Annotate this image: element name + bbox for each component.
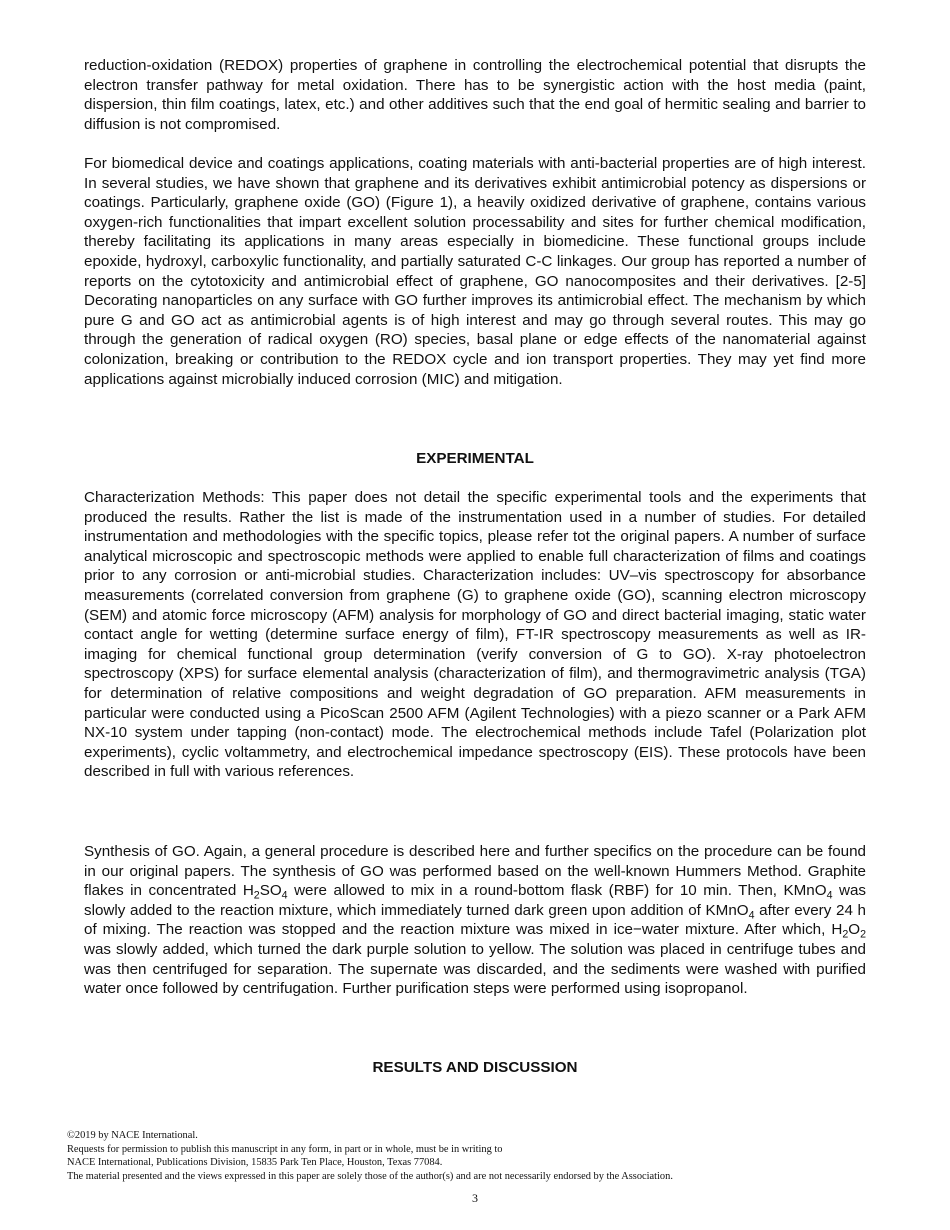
heading-experimental: EXPERIMENTAL xyxy=(416,450,534,467)
synthesis-text: was slowly added to the reaction mixture, which immediately turned dark green upon addition of KMnO xyxy=(84,882,866,919)
synthesis-text: was slowly added, which turned the dark purple solution to yellow. The solution was placed in centrifuge tubes and was then centrifuged for separation. The supernate was discarded, and the sediments were washed with purified water once followed by centrifugation. Further purification steps were performed using isopropanol. xyxy=(84,940,866,998)
footer-copyright: ©2019 by NACE International. xyxy=(67,1130,198,1141)
heading-results-discussion: RESULTS AND DISCUSSION xyxy=(372,1059,578,1076)
synthesis-text: were allowed to mix in a round-bottom flask (RBF) for 10 min. Then, KMnO xyxy=(287,882,827,900)
synthesis-text: O xyxy=(848,921,861,939)
paragraph-synthesis xyxy=(84,842,866,999)
subscript: 4 xyxy=(748,909,755,922)
footer-address: NACE International, Publications Division, 15835 Park Ten Place, Houston, Texas 77084. xyxy=(67,1157,443,1169)
footer-permission: Requests for permission to publish this manuscript in any form, in part or in whole, must be in writing to xyxy=(67,1143,503,1155)
subscript: 4 xyxy=(826,889,833,902)
copyright-footer xyxy=(67,1129,887,1183)
subscript: 2 xyxy=(253,889,260,902)
subscript: 2 xyxy=(860,929,866,942)
paragraph-biomedical: For biomedical device and coatings applications, coating materials with anti-bacterial properties are of high interest. In several studies, we have shown that graphene and its derivatives exhibit antimicrobial potency as dispersions or coatings. Particularly, graphene oxide (GO) (Figure 1), a heavily oxidized derivative of graphene, contains various oxygen-rich functionalities that impart excellent solution processability and sites for further chemical modification, thereby facilitating its applications in many areas especially in biomedicine. These functional groups include epoxide, hydroxyl, carboxylic functionality, and partially saturated C-C linkages. Our group has reported a number of reports on the cytotoxicity and antimicrobial effect of graphene, GO nanocomposites and their derivatives. [2-5] Decorating nanoparticles on any surface with GO further improves its antimicrobial effect. The mechanism by which pure G and GO act as antimicrobial agents is of high interest and may go through several routes. This may go through the generation of radical oxygen (RO) species, basal plane or edge effects of the nanomaterial against colonization, breaking or contribution to the REDOX cycle and ion transport properties. They may yet find more applications against microbially induced corrosion (MIC) and mitigation. xyxy=(84,155,866,388)
subscript: 2 xyxy=(842,929,849,942)
subscript: 4 xyxy=(281,889,288,902)
synthesis-text: after every 24 h of mixing. The reaction was stopped and the reaction mixture was mixed in ice−water mixture. After which, H xyxy=(84,901,866,939)
synthesis-text: SO xyxy=(259,882,282,900)
paragraph-redox: reduction-oxidation (REDOX) properties of graphene in controlling the electrochemical potential that disrupts the electron transfer pathway for metal oxidation. There has to be synergistic action with the host media (paint, dispersion, thin film coatings, latex, etc.) and other additives such that the end goal of hermitic sealing and barrier to diffusion is not compromised. xyxy=(84,57,866,133)
paragraph-characterization: Characterization Methods: This paper does not detail the specific experimental tools and the experiments that produced the results. Rather the list is made of the instrumentation used in a number of studies. For detailed instrumentation and methodologies with the specific topics, please refer tot the original papers. A number of surface analytical microscopic and spectroscopic methods were applied to enable full characterization of films and coatings prior to any corrosion or anti-microbial studies. Characterization includes: UV–vis spectroscopy for absorbance measurements (correlated conversion from graphene (G) to graphene oxide (GO), scanning electron microscopy (SEM) and atomic force microscopy (AFM) analysis for morphology of GO and direct bacterial imaging, static water contact angle for wetting (determine surface energy of film), FT-IR spectroscopy measurements as well as IR-imaging for chemical functional group determination (verify conversion of G to GO). X-ray photoelectron spectroscopy (XPS) for surface elemental analysis (characterization of film), and thermogravimetric analysis (TGA) for determination of relative compositions and weight degradation of GO preparation. AFM measurements in particular were conducted using a PicoScan 2500 AFM (Agilent Technologies) with a piezo scanner or a Park AFM NX-10 system under tapping (non-contact) mode. The electrochemical methods include Tafel (Polarization plot experiments), cyclic voltammetry, and electrochemical impedance spectroscopy (EIS). These protocols have been described in full with various references. xyxy=(84,489,866,781)
synthesis-text: Synthesis of GO. Again, a general procedure is described here and further specifics on the procedure can be found in our original papers. The synthesis of GO was performed based on the well-known Hummers Method. Graphite flakes in concentrated H xyxy=(84,843,866,900)
page-number: 3 xyxy=(472,1191,478,1205)
footer-disclaimer: The material presented and the views expressed in this paper are solely those of the author(s) and are not necessarily endorsed by the Association. xyxy=(67,1170,673,1182)
